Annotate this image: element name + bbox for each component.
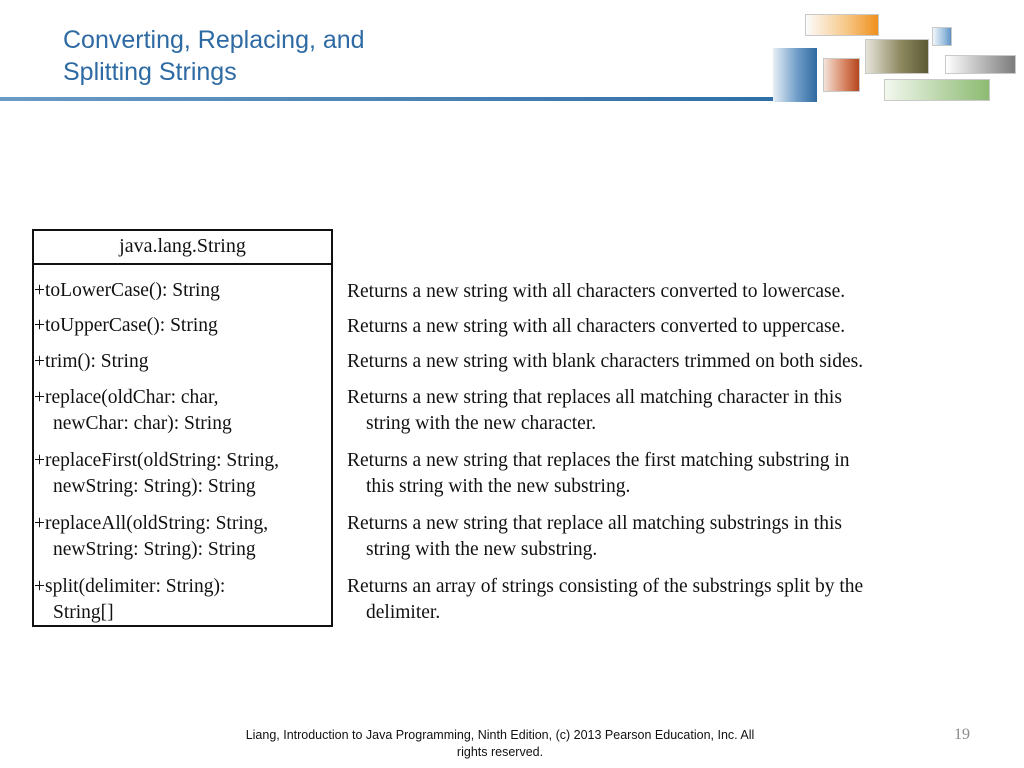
uml-class-box [32,229,333,627]
slide-footer [205,727,795,761]
description-replaceall: Returns a new string that replace all matching substrings in this string with the new substring. [347,513,842,560]
method-replacefirst: +replaceFirst(oldString: String, newString: String): String [34,450,279,497]
method-split: +split(delimiter: String): String[] [34,576,226,623]
description-trim: Returns a new string with blank characters trimmed on both sides. [347,351,864,372]
method-tolowercase: +toLowerCase(): String [34,280,220,301]
decorative-block-green [884,79,990,101]
slide-title-line-1: Converting, Replacing, and [63,26,365,54]
decorative-block-lightblue [932,27,952,46]
footer-line-1: Liang, Introduction to Java Programming, Ninth Edition, (c) 2013 Pearson Education, Inc. All [245,728,755,742]
method-replace: +replace(oldChar: char, newChar: char): String [34,387,232,434]
description-tolowercase: Returns a new string with all characters converted to lowercase. [347,281,846,302]
method-replaceall: +replaceAll(oldString: String, newString: String): String [34,513,269,560]
description-split: Returns an array of strings consisting of the substrings split by the delimiter. [347,576,864,623]
footer-line-2: rights reserved. [456,745,544,759]
decorative-block-blue [773,48,817,102]
decorative-block-rust [823,58,860,92]
decorative-block-olive [865,39,929,74]
page-number: 19 [954,726,970,743]
method-trim: +trim(): String [34,351,149,372]
description-replacefirst: Returns a new string that replaces the first matching substring in this string with the new substring. [347,450,850,497]
decorative-block-gray [945,55,1016,74]
uml-class-name: java.lang.String [34,231,331,265]
title-underline-rule [0,97,782,101]
description-replace: Returns a new string that replaces all matching character in this string with the new character. [347,387,842,434]
decorative-block-orange [805,14,879,36]
slide-title-line-2: Splitting Strings [63,58,237,86]
description-touppercase: Returns a new string with all characters converted to uppercase. [347,316,846,337]
slide-title [63,24,365,88]
method-touppercase: +toUpperCase(): String [34,315,218,336]
